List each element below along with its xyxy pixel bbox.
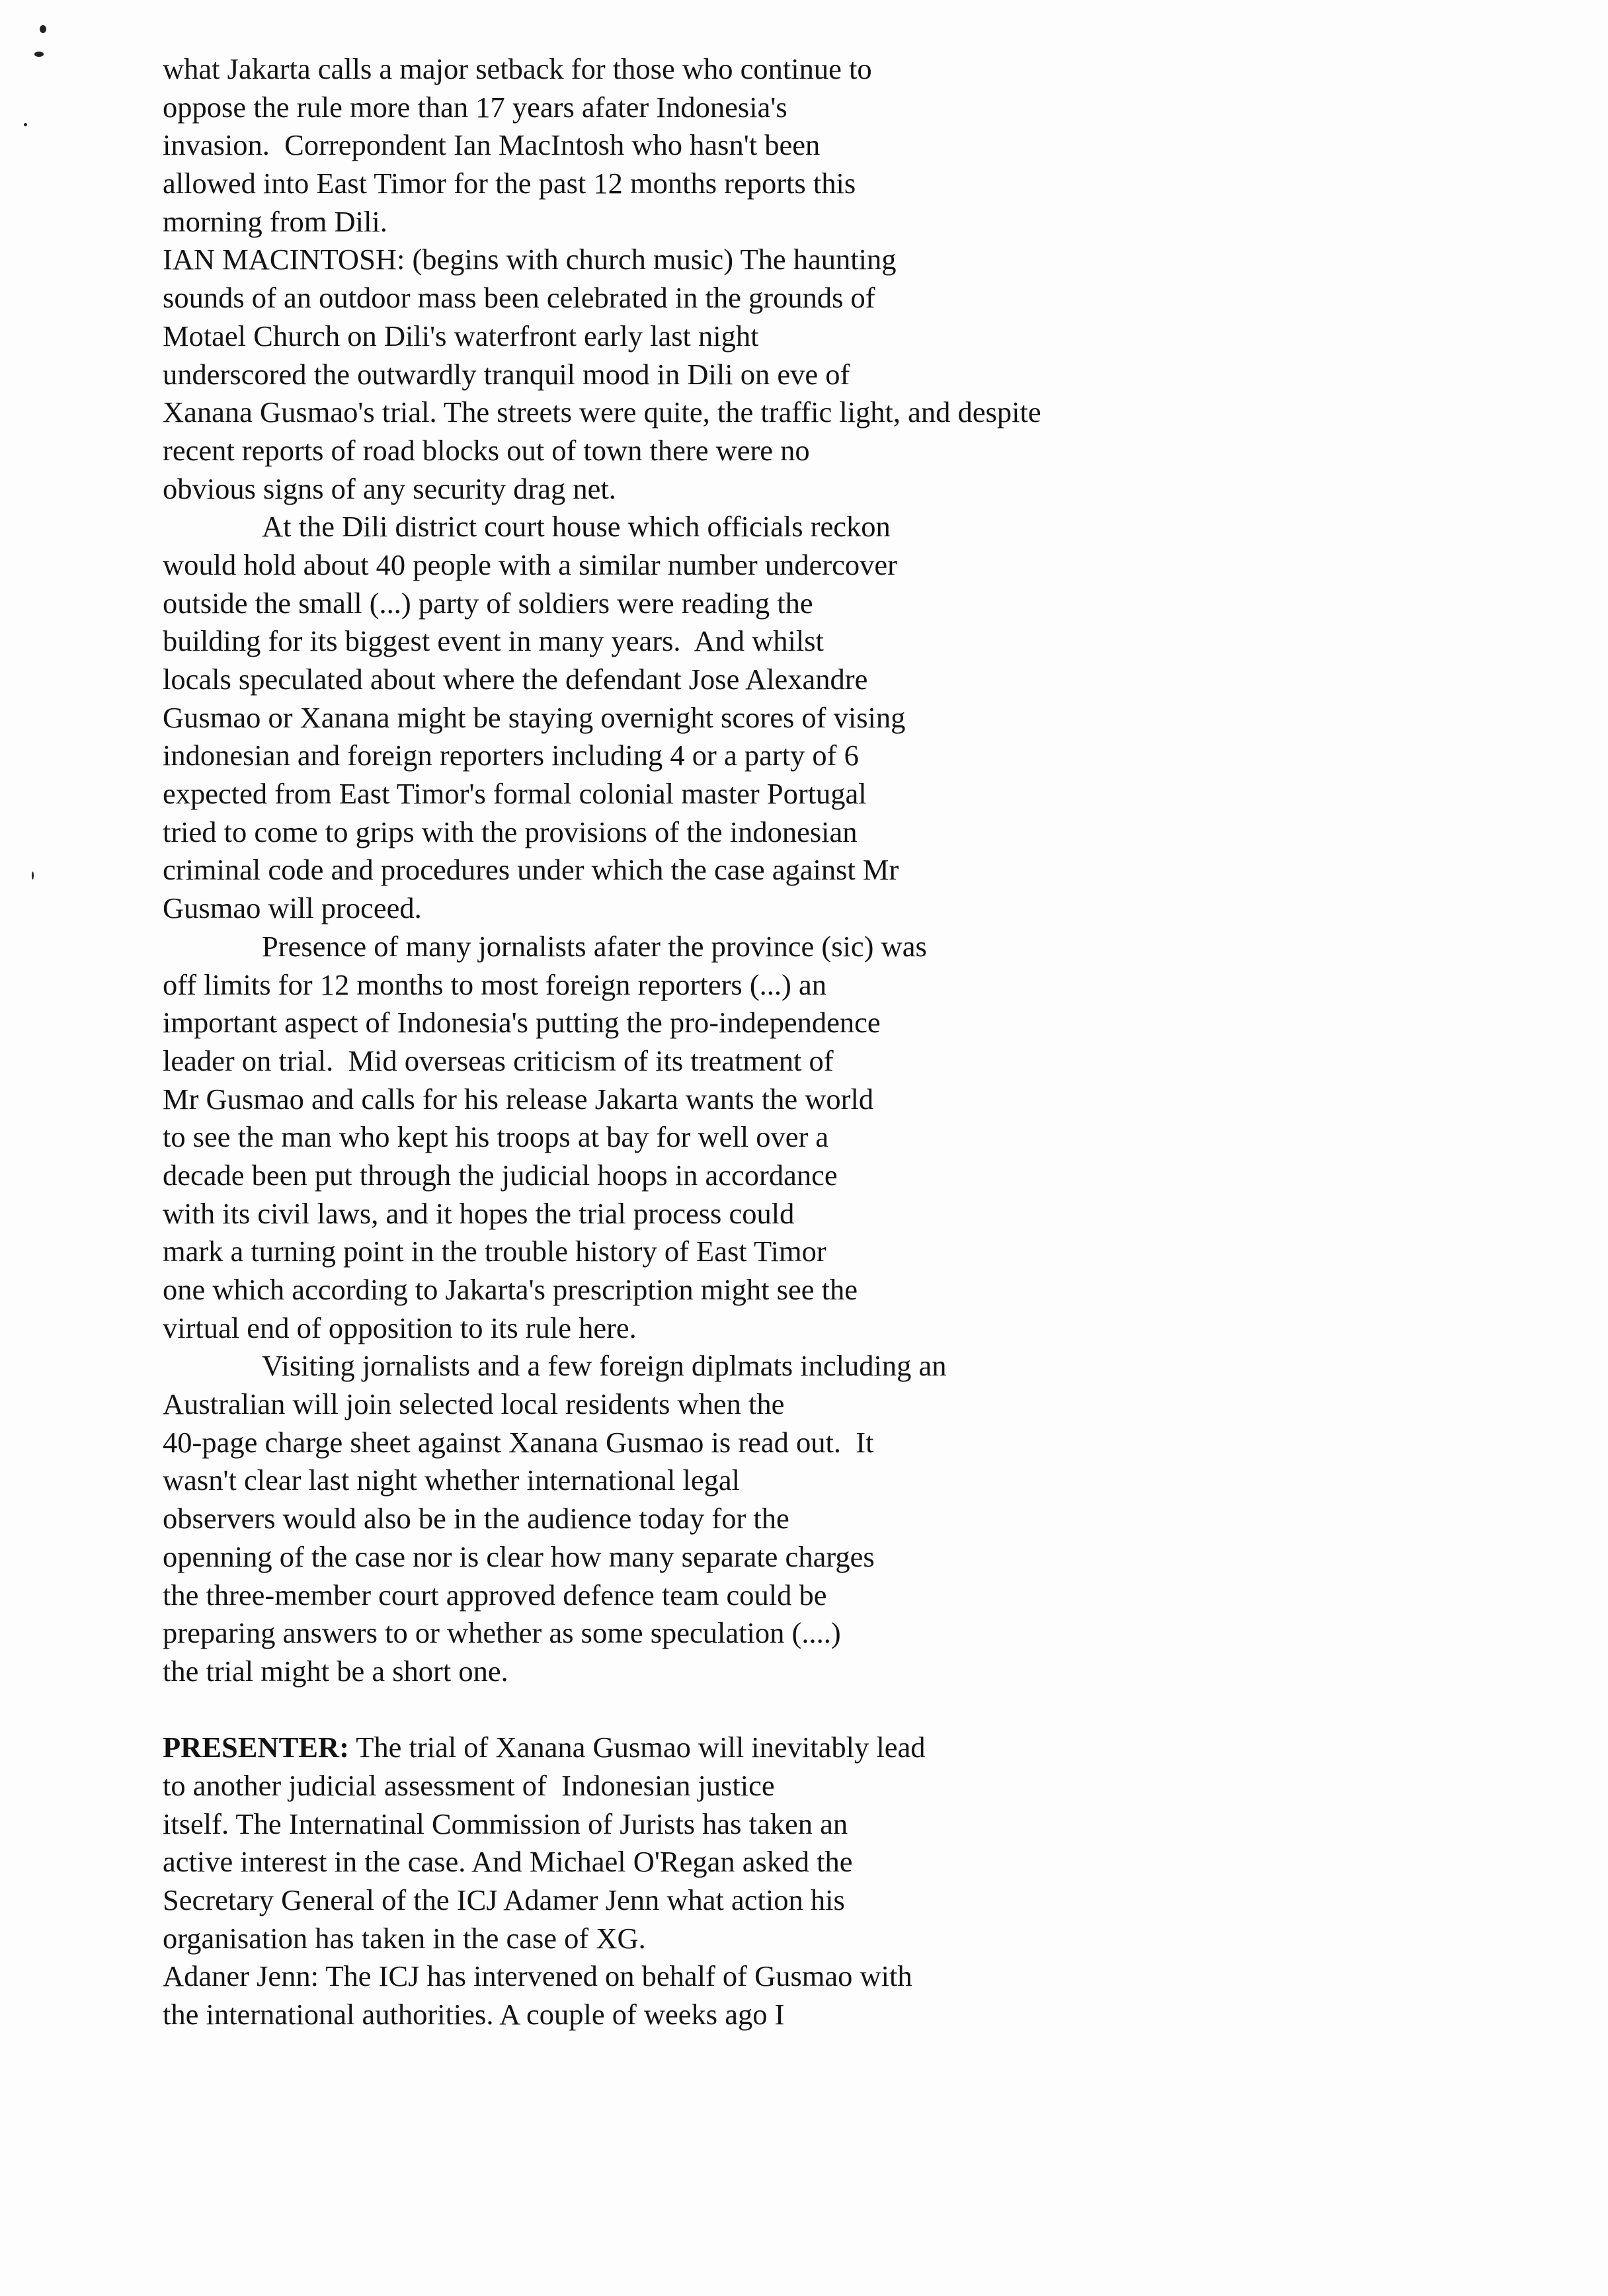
body-line: observers would also be in the audience today for the <box>163 1502 789 1536</box>
body-line: Adaner Jenn: The ICJ has intervened on behalf of Gusmao with <box>163 1959 912 1993</box>
scan-speck <box>24 123 27 126</box>
body-line: to another judicial assessment of Indonesian justice <box>163 1768 775 1802</box>
body-line: locals speculated about where the defendant Jose Alexandre <box>163 663 868 696</box>
body-line: active interest in the case. And Michael O'Regan asked the <box>163 1845 853 1879</box>
body-line: recent reports of road blocks out of town there were no <box>163 433 810 467</box>
body-line: preparing answers to or whether as some speculation (....) <box>163 1616 841 1650</box>
body-line: Secretary General of the ICJ Adamer Jenn what action his <box>163 1883 845 1916</box>
body-line: what Jakarta calls a major setback for those who continue to <box>163 52 872 85</box>
body-line: Gusmao or Xanana might be staying overnight scores of vising <box>163 700 906 734</box>
body-line: to see the man who kept his troops at bay for well over a <box>163 1120 829 1154</box>
body-line: 40-page charge sheet against Xanana Gusmao is read out. It <box>163 1425 874 1459</box>
body-line: Xanana Gusmao's trial. The streets were quite, the traffic light, and despite <box>163 395 1041 429</box>
body-line: important aspect of Indonesia's putting the pro-independence <box>163 1006 881 1040</box>
presenter-first-line <box>163 1729 1432 1767</box>
body-line: underscored the outwardly tranquil mood in Dili on eve of <box>163 357 850 391</box>
transcript-body <box>163 50 1432 2034</box>
body-line: building for its biggest event in many years. And whilst <box>163 624 824 658</box>
body-line: tried to come to grips with the provisions of the indonesian <box>163 815 858 848</box>
body-line: invasion. Correpondent Ian MacIntosh who hasn't been <box>163 128 821 162</box>
body-line: IAN MACINTOSH: (begins with church music) The haunting <box>163 243 897 276</box>
body-line: Australian will join selected local residents when the <box>163 1387 785 1421</box>
paragraph-start-line: Presence of many jornalists afater the province (sic) was <box>262 929 927 963</box>
body-line: expected from East Timor's formal colonial master Portugal <box>163 777 867 811</box>
body-line: organisation has taken in the case of XG. <box>163 1921 646 1955</box>
body-line: sounds of an outdoor mass been celebrated in the grounds of <box>163 281 875 315</box>
presenter-text: The trial of Xanana Gusmao will inevitably lead <box>348 1731 926 1764</box>
paragraph-gap <box>163 1691 1432 1729</box>
body-line: decade been put through the judicial hoops in accordance <box>163 1158 838 1192</box>
body-line: the international authorities. A couple of weeks ago I <box>163 1998 785 2031</box>
body-line: the three-member court approved defence team could be <box>163 1578 827 1612</box>
body-line: Mr Gusmao and calls for his release Jakarta wants the world <box>163 1082 874 1116</box>
body-line: leader on trial. Mid overseas criticism of its treatment of <box>163 1044 834 1077</box>
paragraph-start-line: At the Dili district court house which officials reckon <box>262 510 891 544</box>
body-line: morning from Dili. <box>163 204 387 238</box>
speaker-label: PRESENTER: <box>163 1731 349 1764</box>
body-line: the trial might be a short one. <box>163 1654 508 1688</box>
scan-speck <box>34 52 44 57</box>
body-line: allowed into East Timor for the past 12 months reports this <box>163 167 856 200</box>
body-line: itself. The Internatinal Commission of Jurists has taken an <box>163 1807 848 1840</box>
body-line: would hold about 40 people with a similar number undercover <box>163 548 898 581</box>
body-line: mark a turning point in the trouble history of East Timor <box>163 1235 826 1268</box>
paragraph-start-line: Visiting jornalists and a few foreign diplmats including an <box>262 1349 947 1383</box>
scan-speck <box>32 872 34 880</box>
body-line: with its civil laws, and it hopes the trial process could <box>163 1196 795 1230</box>
body-line: Motael Church on Dili's waterfront early last night <box>163 319 759 352</box>
body-line: virtual end of opposition to its rule here. <box>163 1311 637 1344</box>
body-line: indonesian and foreign reporters including 4 or a party of 6 <box>163 739 859 772</box>
body-line: openning of the case nor is clear how many separate charges <box>163 1539 875 1573</box>
body-line: outside the small (...) party of soldiers were reading the <box>163 586 813 620</box>
body-line: obvious signs of any security drag net. <box>163 472 616 505</box>
body-line: wasn't clear last night whether international legal <box>163 1463 740 1497</box>
body-line: off limits for 12 months to most foreign reporters (...) an <box>163 967 826 1001</box>
body-line: oppose the rule more than 17 years afater Indonesia's <box>163 90 787 124</box>
scan-speck <box>40 25 46 33</box>
body-line: Gusmao will proceed. <box>163 891 422 925</box>
body-line: one which according to Jakarta's prescription might see the <box>163 1273 858 1306</box>
body-line: criminal code and procedures under which the case against Mr <box>163 853 899 887</box>
